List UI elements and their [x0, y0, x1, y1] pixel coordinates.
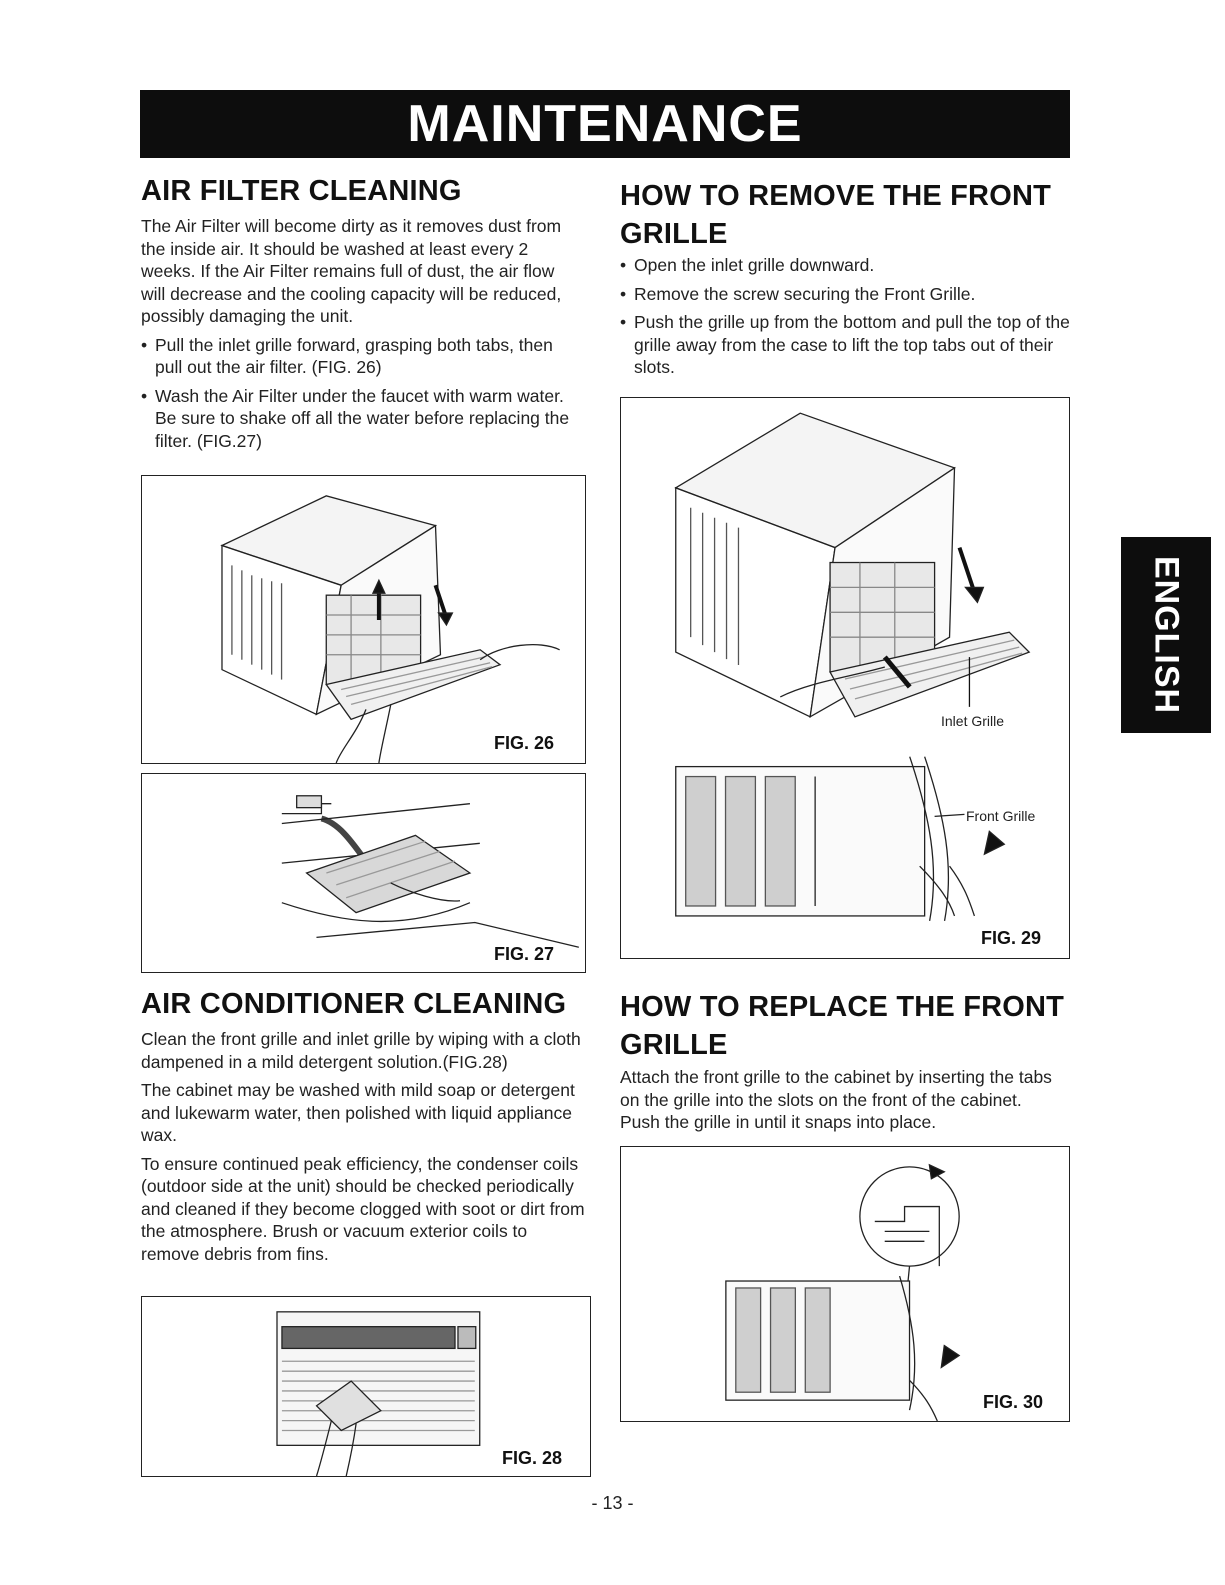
ac-cleaning-paragraph-3: To ensure continued peak efficiency, the condenser coils (outdoor side at the unit) should be checked periodically and cleaned if they become clogged with soot or dirt from the atmosphere. Brush or vacuum exterior coils to remove debris from fins.: [141, 1153, 585, 1264]
remove-grille-heading: HOW TO REMOVE THE FRONT GRILLE: [620, 180, 1052, 250]
page-banner: [140, 90, 1070, 158]
language-tab-label: ENGLISH: [1147, 555, 1186, 715]
figure-28: [141, 1296, 591, 1477]
figure-30-label: FIG. 30: [983, 1392, 1044, 1412]
figure-30: [620, 1146, 1070, 1422]
remove-grille-bullet-1: • Open the inlet grille downward.: [620, 254, 1070, 277]
air-filter-bullets: [141, 334, 581, 453]
figure-29-label: FIG. 29: [981, 928, 1042, 948]
air-filter-bullet-1: • Pull the inlet grille forward, grasping both tabs, then pull out the air filter. (FIG. 26): [141, 334, 581, 379]
remove-grille-bullets: [620, 254, 1070, 379]
figure-29: [620, 397, 1070, 959]
filter-washing-illustration: [142, 774, 585, 972]
air-filter-heading: AIR FILTER CLEANING: [141, 175, 462, 207]
replace-grille-heading: HOW TO REPLACE THE FRONT GRILLE: [620, 991, 1065, 1061]
figure-26-label: FIG. 26: [494, 733, 555, 753]
front-grille-removal-illustration: [621, 398, 1069, 958]
ac-cleaning-text: [141, 1028, 586, 1271]
front-grille-callout: Front Grille: [966, 808, 1036, 824]
ac-cleaning-paragraph-2: The cabinet may be washed with mild soap or detergent and lukewarm water, then polished with liquid appliance wax.: [141, 1080, 575, 1145]
ac-cleaning-paragraph-1: Clean the front grille and inlet grille by wiping with a cloth dampened in a mild detergent solution.(FIG.28): [141, 1029, 581, 1072]
inlet-grille-callout: Inlet Grille: [941, 713, 1005, 729]
banner-title: MAINTENANCE: [407, 95, 803, 153]
ac-unit-filter-removal-illustration: [142, 476, 585, 763]
air-filter-text: [141, 215, 581, 458]
figure-26: [141, 475, 586, 764]
figure-27-label: FIG. 27: [494, 944, 555, 964]
air-filter-bullet-2: • Wash the Air Filter under the faucet with warm water. Be sure to shake off all the water before replacing the filter. (FIG.27): [141, 385, 581, 453]
replace-grille-paragraph: Attach the front grille to the cabinet by inserting the tabs on the grille into the slots on the front of the cabinet. Push the grille in until it snaps into place.: [620, 1067, 1052, 1132]
front-grille-replace-illustration: [621, 1147, 1069, 1421]
air-filter-paragraph: The Air Filter will become dirty as it removes dust from the inside air. It should be washed at least every 2 weeks. If the Air Filter remains full of dust, the air flow will decrease and the cooling capacity will be reduced, possibly damaging the unit.: [141, 216, 562, 326]
language-tab: [1121, 537, 1211, 733]
figure-28-label: FIG. 28: [502, 1448, 563, 1468]
ac-cleaning-heading: AIR CONDITIONER CLEANING: [141, 988, 567, 1020]
remove-grille-bullet-2: • Remove the screw securing the Front Grille.: [620, 283, 1070, 306]
replace-grille-text: [620, 1066, 1065, 1140]
remove-grille-bullet-3: • Push the grille up from the bottom and pull the top of the grille away from the case to lift the top tabs out of their slots.: [620, 311, 1070, 379]
page-number: - 13 -: [591, 1493, 634, 1513]
remove-grille-text: [620, 254, 1070, 385]
figure-27: [141, 773, 586, 973]
